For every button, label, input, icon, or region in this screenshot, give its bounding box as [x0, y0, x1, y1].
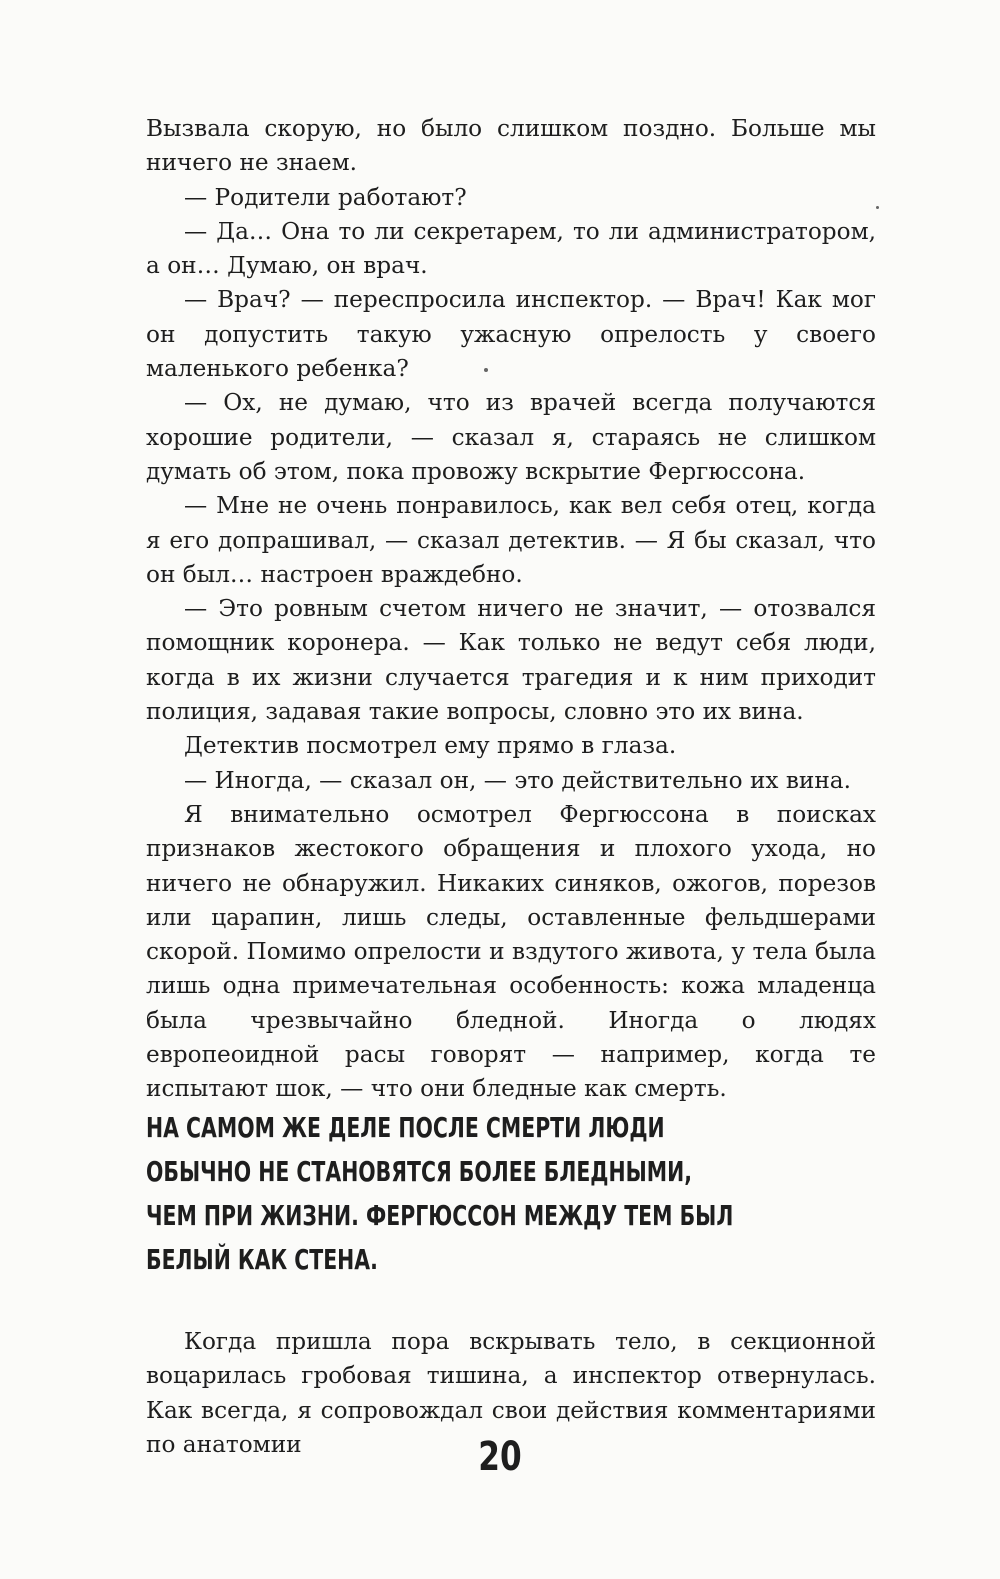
paragraph: — Это ровным счетом ничего не значит, — отозвался помощник коронера. — Как только не ведут себя люди, когда в их жизни случается трагедия и к ним приходит полиция, задавая такие вопросы, словно это их вина.	[146, 595, 876, 726]
page-number: 20	[478, 1434, 522, 1480]
pull-quote-line: ОБЫЧНО НЕ СТАНОВЯТСЯ БОЛЕЕ БЛЕДНЫМИ,	[146, 1155, 692, 1188]
paragraph: Я внимательно осмотрел Фергюссона в поисках признаков жестокого обращения и плохого ухода, но ничего не обнаружил. Никаких синяков, ожогов, порезов или царапин, лишь следы, оставленные фельдшерами скорой. Помимо опрелости и вздутого живота, у тела была лишь одна примечательная особенность: кожа младенца была чрезвычайно бледной. Иногда о людях европеоидной расы говорят — например, когда те испытают шок, — что они бледные как смерть.	[146, 800, 876, 1103]
paragraph: — Врач? — переспросила инспектор. — Врач! Как мог он допустить такую ужасную опрелость у своего маленького ребенка?	[146, 286, 876, 383]
paragraph: — Родители работают?	[184, 183, 467, 211]
main-text-block	[146, 112, 876, 1107]
paragraph: — Ох, не думаю, что из врачей всегда получаются хорошие родители, — сказал я, стараясь не слишком думать об этом, пока провожу вскрытие Фергюссона.	[146, 389, 876, 485]
pull-quote	[146, 1106, 734, 1282]
pull-quote-line: НА САМОМ ЖЕ ДЕЛЕ ПОСЛЕ СМЕРТИ ЛЮДИ	[146, 1111, 665, 1144]
paragraph: Детектив посмотрел ему прямо в глаза.	[184, 732, 677, 760]
paragraph: Когда пришла пора вскрывать тело, в секционной воцарилась гробовая тишина, а инспектор отвернулась. Как всегда, я сопровождал свои действия комментариями по анатомии	[146, 1328, 876, 1458]
paragraph: — Иногда, — сказал он, — это действительно их вина.	[184, 766, 852, 794]
print-speck	[876, 206, 879, 209]
paragraph: — Мне не очень понравилось, как вел себя отец, когда я его допрашивал, — сказал детектив. — Я бы сказал, что он был… настроен враждебно.	[146, 492, 876, 588]
paragraph: — Да… Она то ли секретарем, то ли администратором, а он… Думаю, он врач.	[146, 217, 876, 280]
paragraph: Вызвала скорую, но было слишком поздно. Больше мы ничего не знаем.	[146, 115, 876, 177]
pull-quote-line: ЧЕМ ПРИ ЖИЗНИ. ФЕРГЮССОН МЕЖДУ ТЕМ БЫЛ	[146, 1199, 734, 1232]
pull-quote-line: БЕЛЫЙ КАК СТЕНА.	[146, 1243, 378, 1276]
print-speck	[484, 368, 488, 372]
